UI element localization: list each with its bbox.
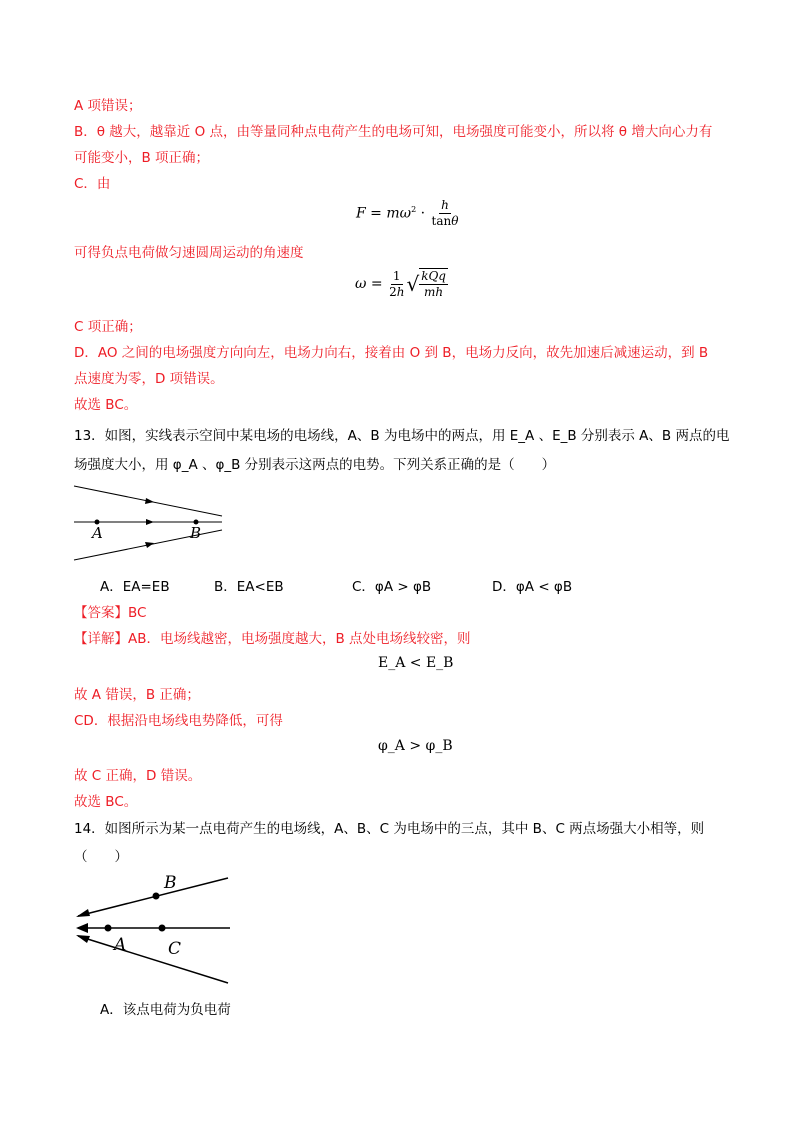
q13-answer: 【答案】BC [74,605,147,621]
label-point-a: A [92,524,103,542]
arrow-head-top [145,498,154,504]
q13-detail-2: 故 A 错误，B 正确； [74,687,200,703]
formula-omega: ω = $\frac{1}{2h}$ √ $\frac{\text{kQq}}{mh}$ [355,268,446,299]
point-c-dot [159,925,166,932]
solution-line-c: C．由 [74,176,111,192]
label-point-c: C [168,939,182,959]
arrow-head-center [76,923,88,933]
solution-line-b-1: B．θ 越大，越靠近 O 点，由等量同种点电荷产生的电场可知，电场强度可能变小，所以将 θ 增大向心力有 [74,124,713,140]
q13-field-line-figure [70,480,230,570]
solution-line-a: A 项错误； [74,98,142,114]
solution-line-c-correct: C 项正确； [74,319,142,335]
solution-conclusion: 故选 BC。 [74,397,138,413]
q13-detail-4: 故 C 正确，D 错误。 [74,768,202,784]
label-point-a: A [114,935,127,955]
solution-line-d-2: 点速度为零，D 项错误。 [74,371,224,387]
q13-detail-1: 【详解】AB．电场线越密，电场强度越大，B 点处电场线较密，则 [74,631,471,647]
arrow-head-bottom [145,542,154,548]
q14-option-a[interactable]: A．该点电荷为负电荷 [100,1002,231,1018]
q13-option-b[interactable]: B．EA<EB [214,579,284,595]
label-point-b: B [164,873,177,893]
solution-line-b-2: 可能变小，B 项正确； [74,150,210,166]
q13-formula-field-strength: E_A < E_B [378,655,454,671]
point-b-dot [153,893,160,900]
label-point-b: B [190,524,202,542]
q13-stem-line-1: 13．如图，实线表示空间中某电场的电场线，A、B 为电场中的两点，用 E_A 、E_B 分别表示 A、B 两点的电 [74,428,730,444]
q14-stem-line-2: （ ） [74,849,128,865]
q13-stem-line-2: 场强度大小，用 φ_A 、φ_B 分别表示这两点的电势。下列关系正确的是（ ） [74,457,556,473]
q13-detail-3: CD．根据沿电场线电势降低，可得 [74,713,283,729]
q14-field-line-figure [70,868,240,988]
solution-line-omega-intro: 可得负点电荷做匀速圆周运动的角速度 [74,245,304,261]
arrow-head-lower [76,935,90,943]
arrow-head-middle [146,519,154,525]
formula-force: $F = m\omega^2$ · $\frac{h}{\tan\theta}$ [356,198,459,228]
q13-option-d[interactable]: D．φA < φB [492,579,573,595]
q13-option-c[interactable]: C．φA > φB [352,579,432,595]
field-line-lower [78,936,228,983]
arrow-head-upper [76,909,90,917]
point-a-dot [105,925,112,932]
q14-stem-line-1: 14．如图所示为某一点电荷产生的电场线，A、B、C 为电场中的三点，其中 B、C 两点场强大小相等，则 [74,821,705,837]
q13-detail-5: 故选 BC。 [74,794,138,810]
solution-line-d-1: D．AO 之间的电场强度方向向左，电场力向右，接着由 O 到 B，电场力反向，故先加速后减速运动，到 B [74,345,709,361]
q13-formula-potential: φ_A > φ_B [378,738,453,754]
q13-option-a[interactable]: A．EA=EB [100,579,170,595]
